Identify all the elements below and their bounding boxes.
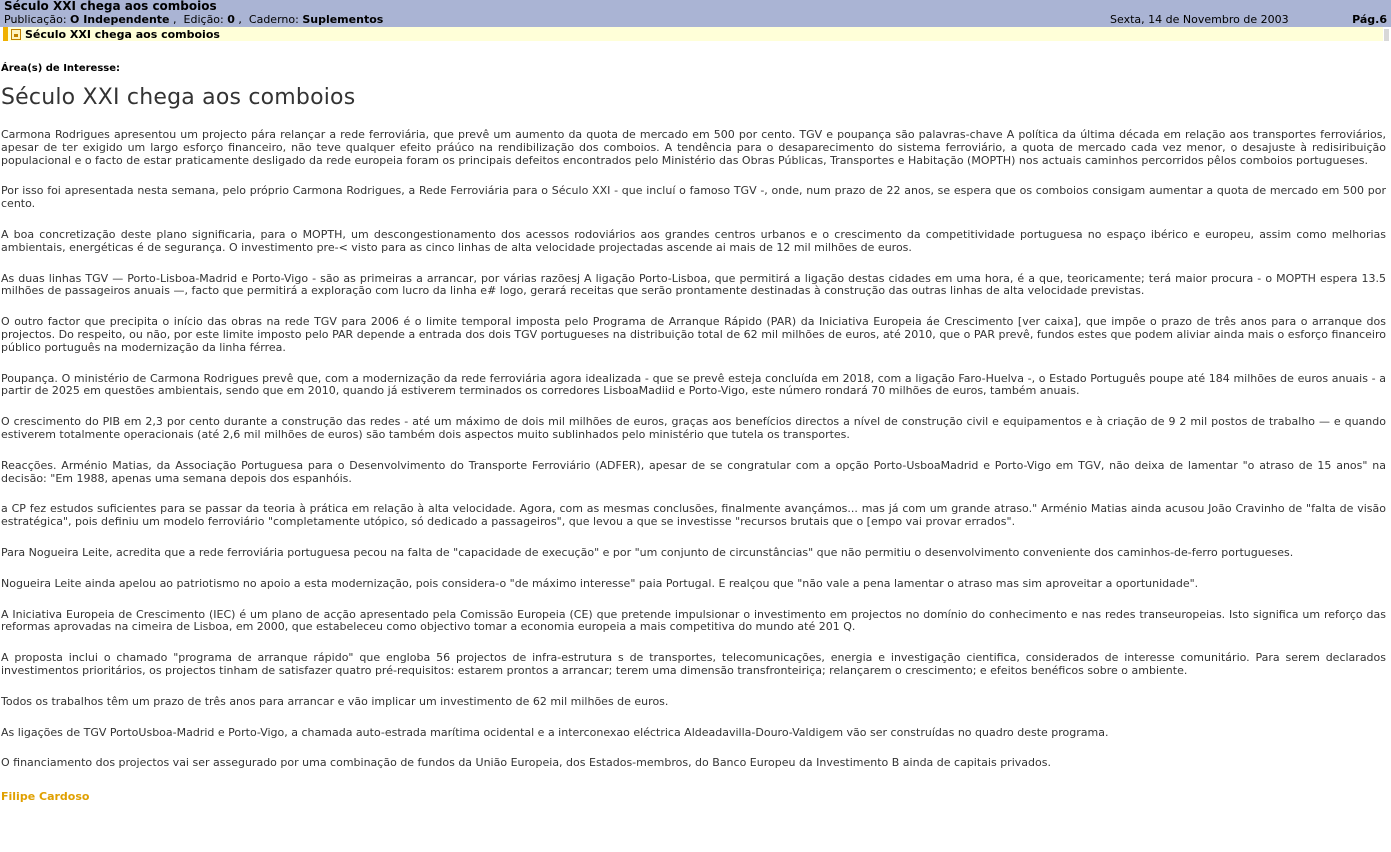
- article-content: [0, 63, 1391, 803]
- paragraph: O financiamento dos projectos vai ser assegurado por uma combinação de fundos da União Europeia, dos Estados-membros, do Banco Europeu da Investimento B ainda de capitais privados.: [1, 756, 1051, 770]
- paragraph: As duas linhas TGV — Porto-Lisboa-Madrid e Porto-Vigo - são as primeiras a arrancar, por várias razõesj A ligação Porto-Lisboa, que permitirá a ligação destas cidades em uma hora, é a que, teoricamente; terá maior procura - o MOPTH espera 13.5 milhões de passageiros anuais —, facto que permitirá a exploração com lucro da linha e# logo, gerará receitas que serão prontamente destinadas à construção das outras linhas de alta velocidade previstas.: [1, 271, 1386, 298]
- paragraph: Carmona Rodrigues apresentou um projecto pára relançar a rede ferroviária, que prevê um aumento da quota de mercado em 500 por cento. TGV e poupança são palavras-chave A política da última década em relação aos transportes ferroviários, apesar de ter exigido um largo esforço financeiro, não teve qualquer efeito práúco na rendibilização dos comboios. A tendência para o desaparecimento do sistema ferroviário, a quota de mercado cada vez menor, o desajuste à redisiribuição populacional e o facto de estar praticamente desligado da rede europeia foram os principais defeitos encontrados pelo Ministério das Obras Públicas, Transportes e Habitação (MOPTH) nos actuais caminhos percorridos pêlos comboios portugueses.: [1, 128, 1386, 167]
- paragraph: Todos os trabalhos têm um prazo de três anos para arrancar e vão implicar um investimento de 62 mil milhões de euros.: [1, 694, 669, 708]
- paragraph: Para Nogueira Leite, acredita que a rede ferroviária portuguesa pecou na falta de "capacidade de execução" e por "um conjunto de circunstâncias" que não permitiu o desenvolvimento conveniente dos caminhos-de-ferro portugueses.: [1, 545, 1294, 559]
- page-number: Pág.6: [1352, 13, 1387, 26]
- issue-date: Sexta, 14 de Novembro de 2003: [1110, 13, 1289, 26]
- paragraph: O crescimento do PIB em 2,3 por cento durante a construção das redes - até um máximo de dois mil milhões de euros, graças aos benefícios directos a nível de construção civil e equipamentos e à criação de 9 2 mil postos de trabalho — e quando estiverem totalmente operacionais (até 2,6 mil milhões de euros) são também dois aspectos muito sublinhados pelo ministério que tutela os transportes.: [1, 415, 1386, 441]
- header-meta-row: [4, 13, 1387, 26]
- header-title: Século XXI chega aos comboios: [4, 0, 217, 13]
- paragraph: Nogueira Leite ainda apelou ao patriotismo no apoio a esta modernização, pois considera-o "de máximo interesse" paia Portugal. E realçou que "não vale a pena lamentar o atraso mas sim aproveitar a oportunidade".: [1, 576, 1199, 590]
- publication-label: Publicação:: [4, 13, 67, 26]
- article-title: Século XXI chega aos comboios: [1, 85, 356, 110]
- subbar-title[interactable]: Século XXI chega aos comboios: [25, 27, 220, 41]
- paragraph: As ligações de TGV PortoUsboa-Madrid e Porto-Vigo, a chamada auto-estrada marítima ocidental e a interconexao eléctrica Aldeadavilla-Douro-Valdigem vão ser construídas no quadro deste programa.: [1, 725, 1109, 739]
- article-subbar: [3, 27, 1383, 41]
- paragraph: Por isso foi apresentada nesta semana, pelo próprio Carmona Rodrigues, a Rede Ferroviária para o Século XXI - que incluí o famoso TGV -, onde, num prazo de 22 anos, se espera que os comboios consigam aumentar a quota de mercado em 500 por cento.: [1, 184, 1386, 211]
- paragraph: A proposta inclui o chamado "programa de arranque rápido" que engloba 56 projectos de infra-estrutura s de transportes, telecomunicações, energia e investigação cientifica, considerados de interesse comunitário. Para serem declarados investimentos prioritários, os projectos tinham de satisfazer quatro pré-requisitos: estarem prontos a arrancar; terem uma dimensão transfronteiriça; relançarem o crescimento; e efeitos benéficos sobre o ambiente.: [1, 651, 1386, 677]
- scrollbar[interactable]: [1384, 29, 1389, 41]
- paragraph: A boa concretização deste plano significaria, para o MOPTH, um descongestionamento dos acessos rodoviários aos grandes centros urbanos e o crescimento da competitividade portuguesa no espaço ibérico e europeu, assim como melhorias ambientais, energéticas é de segurança. O investimento pre-< visto para as cinco linhas de alta velocidade projectadas ascende ai mais de 12 mil milhões de euros.: [1, 227, 1386, 254]
- article-author: Filipe Cardoso: [1, 790, 90, 804]
- publication-value: O Independente: [70, 13, 170, 26]
- paragraph: Poupança. O ministério de Carmona Rodrigues prevê que, com a modernização da rede ferroviária agora idealizada - que se prevê esteja concluída em 2018, com a ligação Faro-Huelva -, o Estado Português poupe até 184 milhões de euros anuais - a partir de 2025 em questões ambientais, sendo que em 2010, quando já estiverem terminados os corredores LisboaMadiid e Porto-Vigo, este número rondará 70 milhões de euros, também anuais.: [1, 371, 1386, 398]
- header-bar: [0, 0, 1391, 27]
- paragraph: Reacções. Arménio Matias, da Associação Portuguesa para o Desenvolvimento do Transporte Ferroviário (ADFER), apesar de se congratular com a opção Porto-UsboaMadrid e Porto-Vigo em TGV, não deixa de lamentar "o atraso de 15 anos" na decisão: "Em 1988, apenas uma semana depois dos espanhóis.: [1, 458, 1386, 485]
- paragraph: O outro factor que precipita o início das obras na rede TGV para 2006 é o limite temporal imposta pelo Programa de Arranque Rápido (PAR) da Iniciativa Europeia áe Crescimento [ver caixa], que impõe o prazo de três anos para o arranque dos projectos. Do respeito, ou não, por este limite imposto pelo PAR depende a entrada dos dois TGV portugueses na distribuição total de 62 mil milhões de euros, até 2010, que o PAR prevê, fundos estes que podem aliviar ainda mais o esforço financeiro público português na modernização da linha férrea.: [1, 315, 1386, 354]
- section-label: Caderno:: [248, 13, 299, 26]
- paragraph: A Iniciativa Europeia de Crescimento (IEC) é um plano de acção apresentado pela Comissão Europeia (CE) que pretende impulsionar o investimento em projectos no domínio do conhecimento e nas redes transeuropeias. Isto significa um reforço das reformas aprovadas na cimeira de Lisboa, em 2000, que estabeleceu como objectivo tomar a economia europeia a mais competitiva do mundo até 201 Q.: [1, 607, 1386, 634]
- header-right: [1050, 13, 1387, 26]
- publication-info: Publicação: O Independente , Edição: 0 , Caderno: Suplementos: [4, 13, 384, 26]
- article-body: [1, 129, 1386, 770]
- edition-value: 0: [227, 13, 235, 26]
- section-value: Suplementos: [302, 13, 384, 26]
- paragraph: a CP fez estudos suficientes para se passar da teoria à prática em relação à alta velocidade. Agora, com as mesmas conclusões, finalmente avançámos... mas já com um grande atraso." Arménio Matias ainda acusou João Cravinho de "falta de visão estratégica", pois definiu um modelo ferroviário "completamente utópico, só dedicado a passageiros", que levou a que se investisse "recursos brutais que o [empo vai provar errados".: [1, 502, 1386, 529]
- document-icon[interactable]: [11, 29, 21, 40]
- edition-label: Edição:: [183, 13, 224, 26]
- interest-label: Área(s) de Interesse:: [1, 63, 120, 74]
